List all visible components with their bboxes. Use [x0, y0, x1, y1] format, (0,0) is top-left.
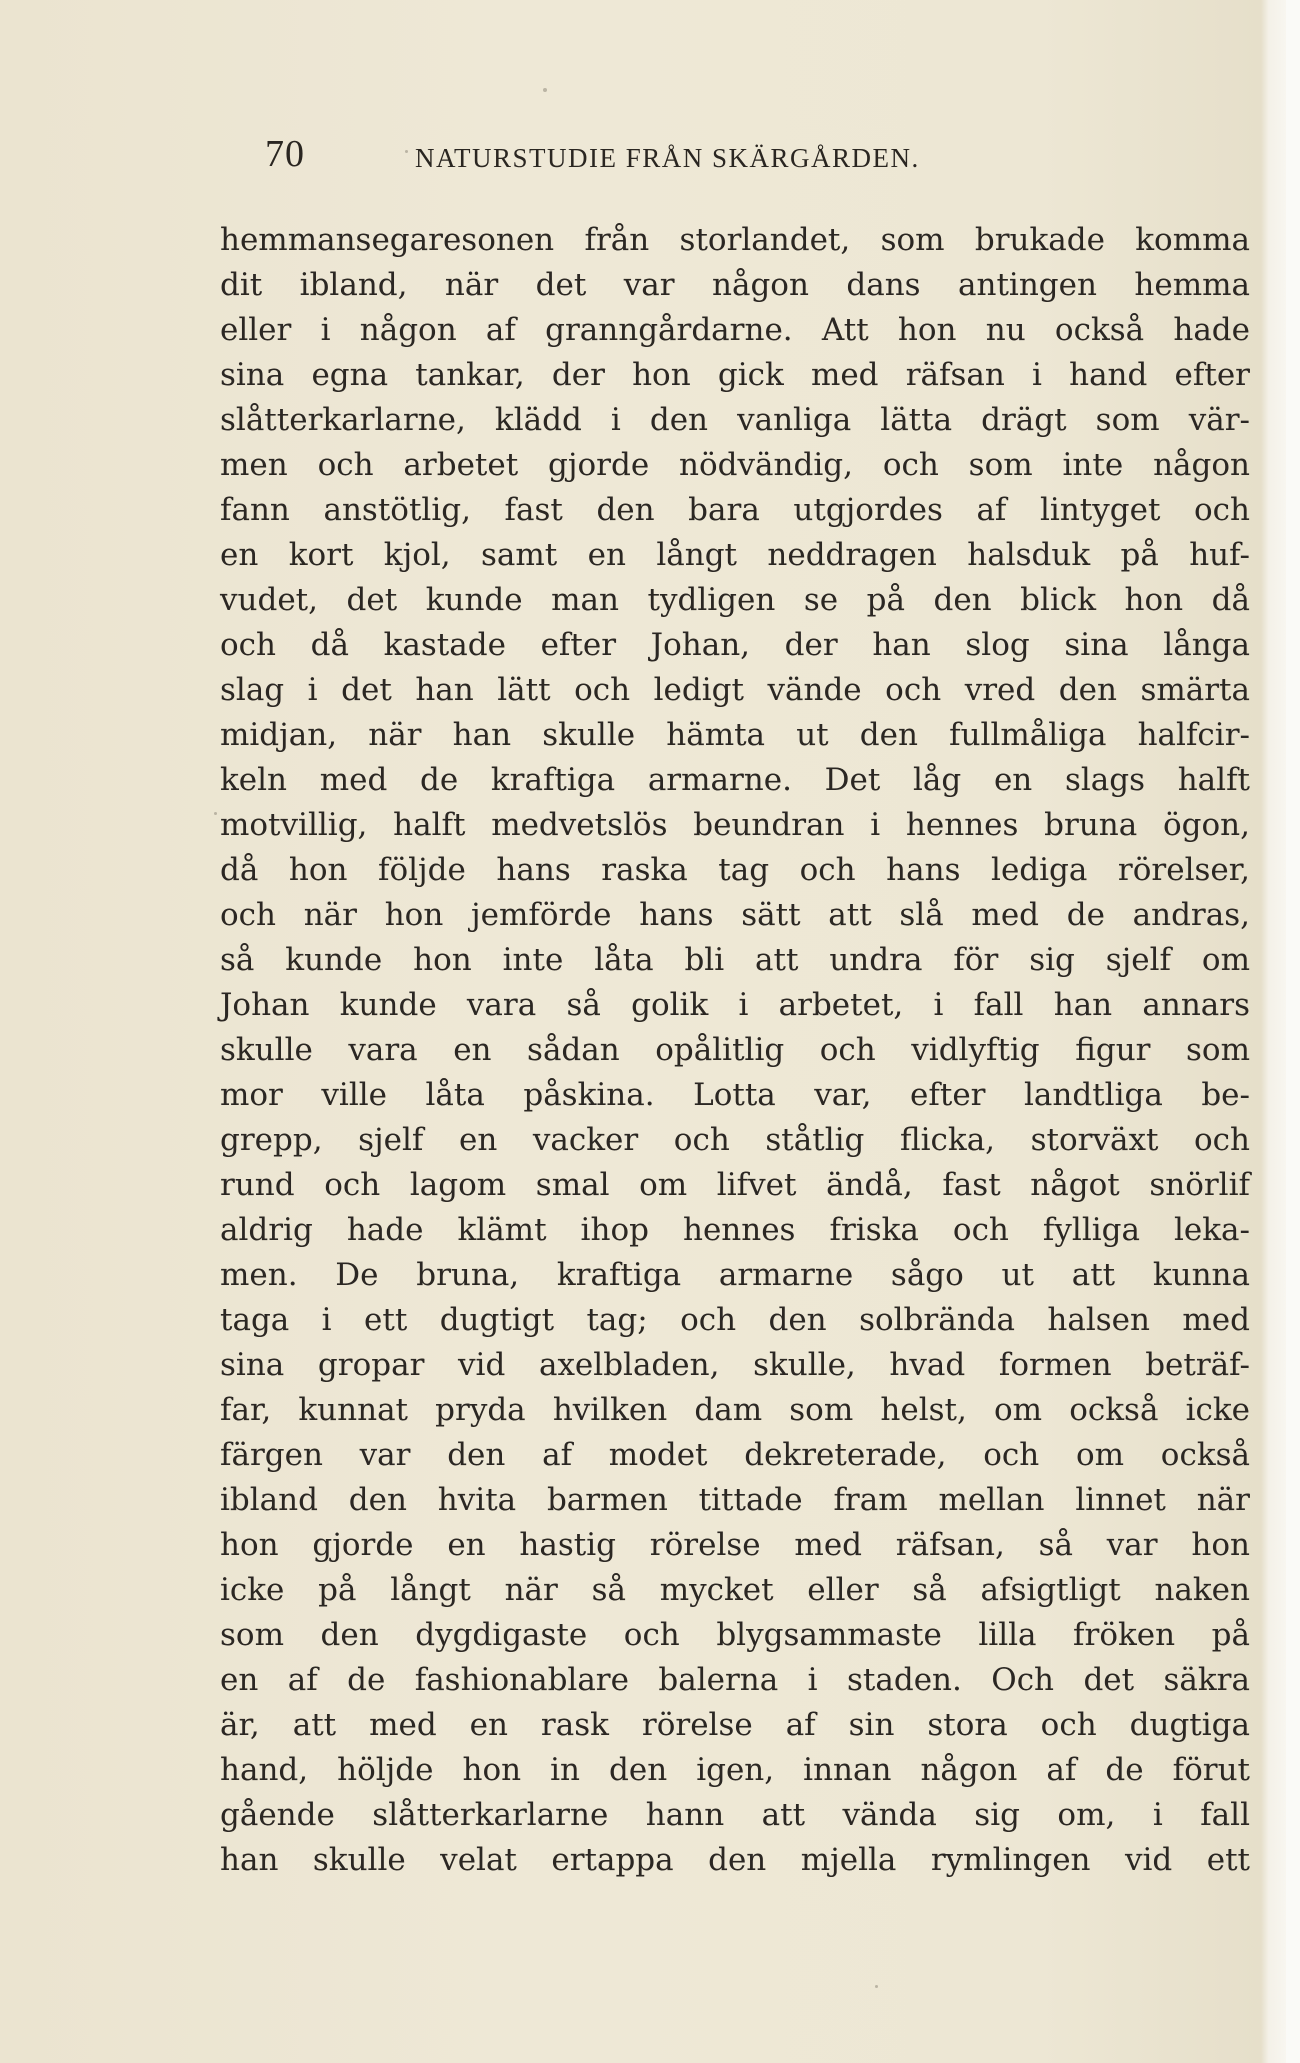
text-line: icke på långt när så mycket eller så afsigtligt naken [220, 1572, 1250, 1608]
text-line: taga i ett dugtigt tag; och den solbrända halsen med [220, 1302, 1250, 1338]
text-line: slåtterkarlarne, klädd i den vanliga lätta drägt som vär- [220, 402, 1250, 438]
text-line: sina gropar vid axelbladen, skulle, hvad formen beträf- [220, 1347, 1250, 1383]
text-line: en af de fashionablare balerna i staden. Och det säkra [220, 1662, 1250, 1698]
text-line: som den dygdigaste och blygsammaste lilla fröken på [220, 1617, 1250, 1653]
text-line: han skulle velat ertappa den mjella rymlingen vid ett [220, 1842, 1250, 1878]
text-line: vudet, det kunde man tydligen se på den blick hon då [220, 582, 1250, 618]
text-line: motvillig, halft medvetslös beundran i hennes bruna ögon, [220, 807, 1250, 843]
text-line: keln med de kraftiga armarne. Det låg en slags halft [220, 762, 1250, 798]
text-line: grepp, sjelf en vacker och ståtlig flicka, storväxt och [220, 1122, 1250, 1158]
text-line: men. De bruna, kraftiga armarne sågo ut att kunna [220, 1257, 1250, 1293]
text-line: och när hon jemförde hans sätt att slå med de andras, [220, 897, 1250, 933]
text-line: ibland den hvita barmen tittade fram mellan linnet när [220, 1482, 1250, 1518]
text-line: gående slåtterkarlarne hann att vända sig om, i fall [220, 1797, 1250, 1833]
text-line: hon gjorde en hastig rörelse med räfsan, så var hon [220, 1527, 1250, 1563]
text-line: midjan, när han skulle hämta ut den fullmåliga halfcir- [220, 717, 1250, 753]
text-line: hemmansegaresonen från storlandet, som brukade komma [220, 222, 1250, 258]
text-line: Johan kunde vara så golik i arbetet, i fall han annars [220, 987, 1250, 1023]
text-line: skulle vara en sådan opålitlig och vidlyftig figur som [220, 1032, 1250, 1068]
text-line: aldrig hade klämt ihop hennes friska och fylliga leka- [220, 1212, 1250, 1248]
page-edge [1286, 0, 1300, 2063]
body-text [220, 218, 1250, 1883]
text-line: men och arbetet gjorde nödvändig, och som inte någon [220, 447, 1250, 483]
text-line: dit ibland, när det var någon dans antingen hemma [220, 267, 1250, 303]
text-line: och då kastade efter Johan, der han slog sina långa [220, 627, 1250, 663]
page-number: 70 [265, 133, 305, 175]
running-header [265, 130, 1245, 180]
text-line: hand, höljde hon in den igen, innan någon af de förut [220, 1752, 1250, 1788]
text-line: sina egna tankar, der hon gick med räfsan i hand efter [220, 357, 1250, 393]
text-line: en kort kjol, samt en långt neddragen halsduk på huf- [220, 537, 1250, 573]
text-line: far, kunnat pryda hvilken dam som helst, om också icke [220, 1392, 1250, 1428]
text-line: rund och lagom smal om lifvet ändå, fast något snörlif [220, 1167, 1250, 1203]
paper-speck [875, 1985, 878, 1988]
text-line: fann anstötlig, fast den bara utgjordes af lintyget och [220, 492, 1250, 528]
text-line: är, att med en rask rörelse af sin stora och dugtiga [220, 1707, 1250, 1743]
text-line: då hon följde hans raska tag och hans lediga rörelser, [220, 852, 1250, 888]
paper-speck [543, 88, 547, 92]
text-line: färgen var den af modet dekreterade, och om också [220, 1437, 1250, 1473]
text-line: eller i någon af granngårdarne. Att hon nu också hade [220, 312, 1250, 348]
text-line: mor ville låta påskina. Lotta var, efter landtliga be- [220, 1077, 1250, 1113]
running-title: NATURSTUDIE FRÅN SKÄRGÅRDEN. [415, 143, 920, 173]
text-line: så kunde hon inte låta bli att undra för sig sjelf om [220, 942, 1250, 978]
paper-speck [214, 812, 217, 815]
text-line: slag i det han lätt och ledigt vände och vred den smärta [220, 672, 1250, 708]
